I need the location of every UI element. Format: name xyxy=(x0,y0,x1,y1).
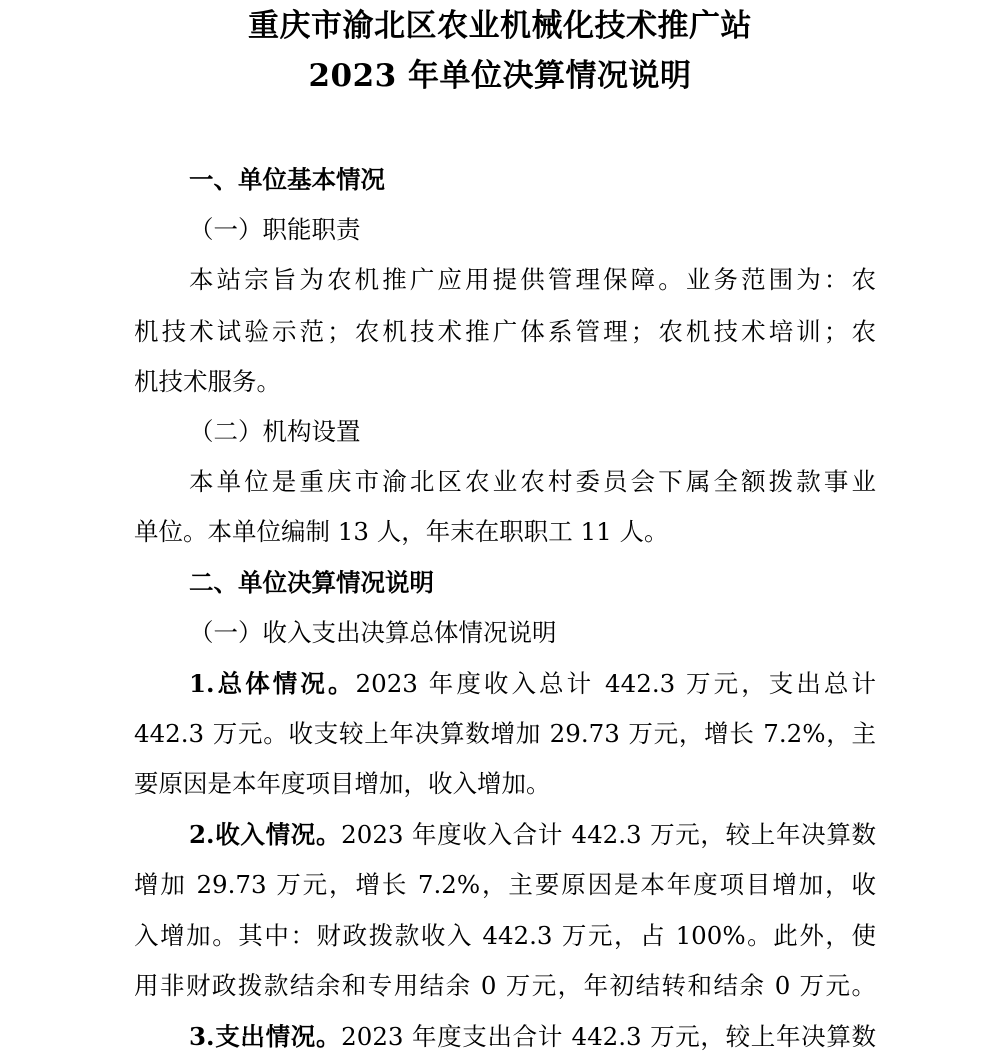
sub2-heading: （二）机构设置 xyxy=(189,417,361,446)
expense-label: 3.支出情况。 xyxy=(189,1022,342,1051)
para2-line2: 单位。本单位编制 13 人，年末在职职工 11 人。 xyxy=(134,517,669,546)
section2-heading: 二、单位决算情况说明 xyxy=(189,568,434,597)
para1-line2: 机技术试验示范；农机技术推广体系管理；农机技术培训；农 xyxy=(134,317,876,346)
income-label: 2.收入情况。 xyxy=(189,820,342,849)
section1-heading: 一、单位基本情况 xyxy=(189,165,385,194)
overall-label: 1.总体情况。 xyxy=(189,669,356,698)
document-title-line2: 2023 年单位决算情况说明 xyxy=(308,58,692,94)
sub3-heading: （一）收入支出决算总体情况说明 xyxy=(189,618,557,647)
overall-text: 2023 年度收入总计 442.3 万元，支出总计 xyxy=(355,669,876,698)
income-text: 2023 年度收入合计 442.3 万元，较上年决算数 xyxy=(341,820,876,849)
sub1-heading: （一）职能职责 xyxy=(189,215,361,244)
para2-line1: 本单位是重庆市渝北区农业农村委员会下属全额拨款事业 xyxy=(189,467,876,496)
income-para-line3: 入增加。其中：财政拨款收入 442.3 万元，占 100%。此外，使 xyxy=(134,921,876,950)
para1-line3: 机技术服务。 xyxy=(134,367,281,396)
para1-line1: 本站宗旨为农机推广应用提供管理保障。业务范围为：农 xyxy=(189,265,876,294)
overall-para-line3: 要原因是本年度项目增加，收入增加。 xyxy=(134,769,551,798)
document-title-line1: 重庆市渝北区农业机械化技术推广站 xyxy=(248,8,752,44)
income-para-line2: 增加 29.73 万元，增长 7.2%，主要原因是本年度项目增加，收 xyxy=(134,870,876,899)
overall-para-line2: 442.3 万元。收支较上年决算数增加 29.73 万元，增长 7.2%，主 xyxy=(134,719,876,748)
expense-para-line1 xyxy=(189,1020,876,1054)
expense-text: 2023 年度支出合计 442.3 万元，较上年决算数 xyxy=(341,1022,876,1051)
income-para-line4: 用非财政拨款结余和专用结余 0 万元，年初结转和结余 0 万元。 xyxy=(134,971,876,1000)
income-para-line1 xyxy=(189,818,876,852)
overall-para-line1 xyxy=(189,667,876,701)
